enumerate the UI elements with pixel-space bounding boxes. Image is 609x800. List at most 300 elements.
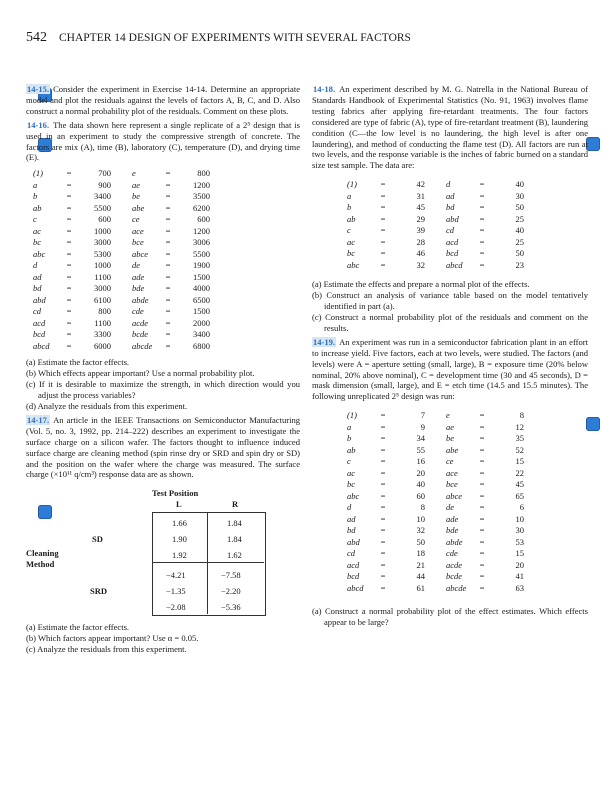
treatment-label: cd — [33, 306, 42, 317]
treatment-label: ce — [446, 456, 454, 467]
response-value: 15 — [515, 456, 524, 467]
response-value: 2000 — [193, 317, 210, 328]
treatment-label: abc — [33, 248, 46, 259]
response-value: 53 — [515, 536, 524, 547]
response-value: 50 — [416, 536, 425, 547]
treatment-label: ac — [347, 467, 356, 478]
response-value: 20 — [416, 467, 425, 478]
treatment-label: be — [132, 191, 141, 202]
response-value: 1500 — [193, 271, 210, 282]
treatment-label: (1) — [347, 179, 357, 190]
table-row — [26, 283, 224, 295]
equals-sign: = — [380, 202, 386, 213]
treatment-label: ae — [446, 421, 455, 432]
parts-14-17: (a) Estimate the factor effects. (b) Which factors appear important? Use α = 0.05. (c) Analyze the residuals from this experiment. — [26, 622, 199, 655]
response-value: 9 — [420, 421, 425, 432]
equals-sign: = — [479, 190, 485, 201]
response-value: 3500 — [193, 191, 210, 202]
equals-sign: = — [66, 248, 72, 259]
response-value: 1900 — [193, 260, 210, 271]
table-row — [340, 491, 538, 503]
treatment-label: (1) — [33, 168, 43, 179]
response-value: 6500 — [193, 294, 210, 305]
note-icon[interactable] — [586, 417, 600, 431]
response-value: 18 — [416, 548, 425, 559]
table-row — [26, 226, 224, 238]
response-value: 23 — [515, 259, 524, 270]
equals-sign: = — [165, 179, 171, 190]
treatment-label: ac — [33, 225, 42, 236]
exercise-number[interactable]: 14-18. — [313, 84, 336, 94]
response-value: 55 — [416, 444, 425, 455]
table-row — [340, 560, 538, 572]
table-row — [26, 249, 224, 261]
equals-sign: = — [479, 421, 485, 432]
equals-sign: = — [380, 410, 386, 421]
equals-sign: = — [66, 317, 72, 328]
table-row — [340, 248, 538, 260]
equals-sign: = — [380, 525, 386, 536]
equals-sign: = — [165, 248, 171, 259]
treatment-label: be — [446, 433, 455, 444]
equals-sign: = — [380, 502, 386, 513]
treatment-label: abcde — [132, 340, 153, 351]
equals-sign: = — [479, 225, 485, 236]
response-value: 800 — [197, 168, 210, 179]
response-value: 44 — [416, 571, 425, 582]
response-value: 41 — [515, 571, 524, 582]
table-row — [340, 456, 538, 468]
table-row — [26, 168, 224, 180]
equals-sign: = — [380, 248, 386, 259]
equals-sign: = — [380, 225, 386, 236]
response-value: 25 — [515, 213, 524, 224]
response-value: 1200 — [193, 179, 210, 190]
response-value: 6000 — [94, 340, 111, 351]
response-value: 40 — [515, 225, 524, 236]
table-row — [340, 410, 538, 422]
treatment-label: ce — [132, 214, 140, 225]
treatment-label: b — [347, 433, 352, 444]
treatment-label: ae — [132, 179, 141, 190]
equals-sign: = — [66, 168, 72, 179]
treatment-label: c — [33, 214, 37, 225]
equals-sign: = — [165, 329, 171, 340]
treatment-label: d — [33, 260, 38, 271]
treatment-label: e — [446, 410, 450, 421]
equals-sign: = — [479, 479, 485, 490]
equals-sign: = — [380, 536, 386, 547]
treatment-label: bd — [347, 525, 356, 536]
exercise-14-16: 14-16. The data shown here represent a single replicate of a 2⁵ design that is used in an experiment to study the compressive strength of concrete. The factors are mix (A), time (B), laboratory (C), temperature (D), and drying time (E). — [26, 119, 300, 163]
treatment-label: abcd — [446, 259, 463, 270]
response-value: 65 — [515, 490, 524, 501]
response-value: 700 — [98, 168, 111, 179]
table-row — [26, 191, 224, 203]
table-row — [340, 179, 538, 191]
response-value: 34 — [416, 433, 425, 444]
treatment-label: ab — [347, 213, 356, 224]
response-value: 21 — [416, 559, 425, 570]
response-value: 3000 — [94, 283, 111, 294]
table-row — [340, 237, 538, 249]
table-row — [340, 191, 538, 203]
equals-sign: = — [165, 340, 171, 351]
table-row — [26, 272, 224, 284]
response-value: 45 — [416, 202, 425, 213]
response-value: 10 — [515, 513, 524, 524]
data-table-14-18 — [340, 179, 538, 271]
equals-sign: = — [479, 202, 485, 213]
equals-sign: = — [165, 168, 171, 179]
equals-sign: = — [380, 444, 386, 455]
treatment-label: abc — [347, 490, 360, 501]
equals-sign: = — [165, 294, 171, 305]
response-value: 29 — [416, 213, 425, 224]
note-icon[interactable] — [586, 137, 600, 151]
response-value: 16 — [416, 456, 425, 467]
parts-14-18: (a) Estimate the effects and prepare a normal plot of the effects. (b) Construct an analysis of variance table based on the model tentatively identified in part (a). (c) Construct a normal probability plot of the residuals and comment on the results. — [312, 279, 588, 333]
treatment-label: d — [446, 179, 451, 190]
response-value: 6100 — [94, 294, 111, 305]
treatment-label: (1) — [347, 410, 357, 421]
equals-sign: = — [479, 444, 485, 455]
treatment-label: bde — [446, 525, 459, 536]
response-value: 8 — [519, 410, 524, 421]
exercise-14-15: 14-15. Consider the experiment in Exercise 14-14. Determine an appropriate model and plot the residuals against the levels of factors A, B, C, and D. Also construct a normal probability plot of the residuals. Comment on these plots. — [26, 84, 300, 116]
parts-14-16: (a) Estimate the factor effects. (b) Which effects appear important? Use a normal probability plot. (c) If it is desirable to maximize the strength, in which direction would you adjust the process variables? (d) Analyze the residuals from this experiment. — [26, 357, 300, 411]
equals-sign: = — [479, 456, 485, 467]
response-value: 1000 — [94, 225, 111, 236]
equals-sign: = — [479, 490, 485, 501]
table-row — [26, 214, 224, 226]
response-value: 40 — [416, 479, 425, 490]
table-row — [340, 514, 538, 526]
equals-sign: = — [380, 490, 386, 501]
table-row — [26, 203, 224, 215]
table-row — [26, 341, 224, 353]
treatment-label: de — [446, 502, 455, 513]
exercise-14-18: 14-18. An experiment described by M. G. Natrella in the National Bureau of Standards Handbook of Experimental Statistics (No. 91, 1963) involves flame testing fabrics after applying fire-retardant treatments. The four factors considered are type of fabric (A), type of fire-retardant treatment (B), laundering condition (C—the low level is no laundering, the high level is after one laundering), and method of conducting the flame test (D). All factors are run at two levels, and the response variable is the inches of fabric burned on a standard size test sample. The data are: — [312, 84, 588, 171]
table-row — [340, 422, 538, 434]
table-row — [340, 583, 538, 595]
exercise-number[interactable]: 14-17. — [27, 414, 50, 425]
data-table-14-19 — [340, 410, 538, 594]
equals-sign: = — [380, 213, 386, 224]
running-header — [26, 30, 411, 46]
equals-sign: = — [165, 306, 171, 317]
equals-sign: = — [380, 582, 386, 593]
treatment-label: bce — [446, 479, 458, 490]
response-value: 6200 — [193, 202, 210, 213]
exercise-number[interactable]: 14-19. — [313, 336, 336, 347]
treatment-label: cde — [446, 548, 458, 559]
response-value: 30 — [515, 525, 524, 536]
equals-sign: = — [380, 190, 386, 201]
equals-sign: = — [380, 559, 386, 570]
table-row — [340, 202, 538, 214]
equals-sign: = — [66, 294, 72, 305]
treatment-label: abc — [347, 259, 360, 270]
treatment-label: bcd — [446, 248, 459, 259]
treatment-label: e — [132, 168, 136, 179]
response-value: 8 — [420, 502, 425, 513]
equals-sign: = — [380, 236, 386, 247]
treatment-label: acd — [446, 236, 459, 247]
response-value: 10 — [416, 513, 425, 524]
equals-sign: = — [165, 225, 171, 236]
equals-sign: = — [380, 513, 386, 524]
equals-sign: = — [479, 259, 485, 270]
equals-sign: = — [165, 271, 171, 282]
response-value: 3400 — [94, 191, 111, 202]
treatment-label: acd — [347, 559, 360, 570]
exercise-number[interactable]: 14-16. — [27, 119, 50, 130]
treatment-label: ace — [132, 225, 144, 236]
treatment-label: bcd — [347, 571, 360, 582]
response-value: 22 — [515, 467, 524, 478]
equals-sign: = — [165, 260, 171, 271]
response-value: 3006 — [193, 237, 210, 248]
equals-sign: = — [479, 513, 485, 524]
test-position-table: Test Position L R SD SRD Cleaning Method 1.66 1.90 1.92 1.84 1.84 1.62 −4.21 −1.35 −2.08 −7.58 −2.20 −5.36 — [26, 488, 300, 616]
treatment-label: d — [347, 502, 352, 513]
equals-sign: = — [165, 237, 171, 248]
equals-sign: = — [479, 433, 485, 444]
table-row — [26, 295, 224, 307]
response-value: 3400 — [193, 329, 210, 340]
table-row — [340, 214, 538, 226]
exercise-number[interactable]: 14-15. — [27, 84, 50, 94]
data-table-14-16 — [26, 168, 224, 352]
table-row — [340, 260, 538, 272]
right-column — [312, 84, 588, 628]
table-row — [26, 306, 224, 318]
response-value: 6 — [519, 502, 524, 513]
parts-14-19: (a) Construct a normal probability plot of the effect estimates. Which effects appear to be large? — [312, 606, 588, 628]
equals-sign: = — [479, 525, 485, 536]
response-value: 6800 — [193, 340, 210, 351]
page-number: 542 — [26, 30, 47, 45]
chapter-title: CHAPTER 14 DESIGN OF EXPERIMENTS WITH SEVERAL FACTORS — [59, 32, 411, 44]
response-value: 42 — [416, 179, 425, 190]
treatment-label: abd — [33, 294, 46, 305]
treatment-label: bd — [446, 202, 455, 213]
equals-sign: = — [380, 259, 386, 270]
treatment-label: ade — [132, 271, 145, 282]
equals-sign: = — [380, 571, 386, 582]
treatment-label: bc — [347, 248, 356, 259]
response-value: 900 — [98, 179, 111, 190]
equals-sign: = — [66, 271, 72, 282]
response-value: 1000 — [94, 260, 111, 271]
response-value: 5500 — [94, 202, 111, 213]
response-value: 50 — [515, 202, 524, 213]
response-value: 63 — [515, 582, 524, 593]
equals-sign: = — [380, 467, 386, 478]
treatment-label: abe — [446, 444, 459, 455]
equals-sign: = — [66, 214, 72, 225]
response-value: 32 — [416, 259, 425, 270]
equals-sign: = — [66, 202, 72, 213]
response-value: 61 — [416, 582, 425, 593]
treatment-label: ade — [446, 513, 459, 524]
treatment-label: abde — [446, 536, 463, 547]
treatment-label: abcde — [446, 582, 467, 593]
equals-sign: = — [66, 191, 72, 202]
treatment-label: ad — [347, 513, 356, 524]
table-row — [340, 225, 538, 237]
response-value: 25 — [515, 236, 524, 247]
treatment-label: abce — [132, 248, 149, 259]
table-row — [340, 537, 538, 549]
table-row — [26, 180, 224, 192]
response-value: 5500 — [193, 248, 210, 259]
equals-sign: = — [380, 479, 386, 490]
treatment-label: abcd — [33, 340, 50, 351]
response-value: 5300 — [94, 248, 111, 259]
equals-sign: = — [66, 179, 72, 190]
equals-sign: = — [479, 502, 485, 513]
response-value: 600 — [197, 214, 210, 225]
response-value: 4000 — [193, 283, 210, 294]
treatment-label: bd — [33, 283, 42, 294]
equals-sign: = — [380, 433, 386, 444]
equals-sign: = — [380, 179, 386, 190]
response-value: 39 — [416, 225, 425, 236]
equals-sign: = — [380, 548, 386, 559]
response-value: 1500 — [193, 306, 210, 317]
treatment-label: a — [33, 179, 38, 190]
treatment-label: cd — [347, 548, 356, 559]
equals-sign: = — [479, 548, 485, 559]
treatment-label: bc — [347, 479, 356, 490]
treatment-label: de — [132, 260, 141, 271]
response-value: 50 — [515, 248, 524, 259]
response-value: 20 — [515, 559, 524, 570]
response-value: 800 — [98, 306, 111, 317]
response-value: 12 — [515, 421, 524, 432]
equals-sign: = — [66, 283, 72, 294]
table-row — [340, 525, 538, 537]
table-row — [340, 445, 538, 457]
equals-sign: = — [479, 213, 485, 224]
treatment-label: ace — [446, 467, 458, 478]
response-value: 32 — [416, 525, 425, 536]
equals-sign: = — [165, 317, 171, 328]
response-value: 15 — [515, 548, 524, 559]
equals-sign: = — [479, 559, 485, 570]
treatment-label: ab — [33, 202, 42, 213]
equals-sign: = — [380, 421, 386, 432]
treatment-label: acde — [132, 317, 149, 328]
response-value: 35 — [515, 433, 524, 444]
response-value: 1100 — [94, 317, 111, 328]
table-row — [26, 260, 224, 272]
treatment-label: c — [347, 456, 351, 467]
treatment-label: bcde — [446, 571, 463, 582]
equals-sign: = — [380, 456, 386, 467]
treatment-label: cde — [132, 306, 144, 317]
response-value: 1100 — [94, 271, 111, 282]
treatment-label: b — [33, 191, 38, 202]
treatment-label: ac — [347, 236, 356, 247]
response-value: 40 — [515, 179, 524, 190]
equals-sign: = — [66, 329, 72, 340]
equals-sign: = — [479, 467, 485, 478]
response-value: 30 — [515, 190, 524, 201]
equals-sign: = — [479, 248, 485, 259]
exercise-14-19: 14-19. An experiment was run in a semiconductor fabrication plant in an effort to increase yield. Five factors, each at two levels, were studied. The factors (and levels) were A = aperture setting (small, large), B = exposure time (20% below nominal, 20% above nominal), C = development time (30 and 45 seconds), D = mask dimension (small, large), and E = etch time (14.5 and 15.5 minutes). The following unreplicated 2⁵ design was run: — [312, 336, 588, 402]
treatment-label: abde — [132, 294, 149, 305]
response-value: 46 — [416, 248, 425, 259]
treatment-label: b — [347, 202, 352, 213]
treatment-label: c — [347, 225, 351, 236]
equals-sign: = — [479, 410, 485, 421]
treatment-label: ab — [347, 444, 356, 455]
treatment-label: bcd — [33, 329, 46, 340]
response-value: 3000 — [94, 237, 111, 248]
treatment-label: bde — [132, 283, 145, 294]
treatment-label: bce — [132, 237, 144, 248]
response-value: 31 — [416, 190, 425, 201]
table-row — [26, 237, 224, 249]
exercise-14-17: 14-17. An article in the IEEE Transactions on Semiconductor Manufacturing (Vol. 5, no. 3, 1992, pp. 214–222) describes an experiment to investigate the surface charge on a silicon wafer. The factors thought to influence induced surface charge are cleaning method (spin rinse dry or SRD and spin dry or SD) and the position on the wafer where the charge was measured. The surface charge (×10¹¹ q/cm³) response data are as shown. — [26, 414, 300, 480]
response-value: 52 — [515, 444, 524, 455]
treatment-label: abce — [446, 490, 463, 501]
equals-sign: = — [66, 237, 72, 248]
treatment-label: abd — [347, 536, 360, 547]
equals-sign: = — [66, 225, 72, 236]
equals-sign: = — [66, 340, 72, 351]
left-column — [26, 84, 300, 655]
response-value: 7 — [420, 410, 425, 421]
equals-sign: = — [479, 179, 485, 190]
table-row — [26, 329, 224, 341]
treatment-label: bc — [33, 237, 42, 248]
equals-sign: = — [479, 536, 485, 547]
treatment-label: abcd — [347, 582, 364, 593]
table-row — [340, 502, 538, 514]
equals-sign: = — [165, 202, 171, 213]
response-value: 600 — [98, 214, 111, 225]
equals-sign: = — [479, 236, 485, 247]
treatment-label: a — [347, 421, 352, 432]
equals-sign: = — [165, 214, 171, 225]
table-row — [340, 433, 538, 445]
response-value: 60 — [416, 490, 425, 501]
equals-sign: = — [165, 283, 171, 294]
treatment-label: abd — [446, 213, 459, 224]
treatment-label: abe — [132, 202, 145, 213]
treatment-label: acde — [446, 559, 463, 570]
equals-sign: = — [479, 571, 485, 582]
table-row — [340, 468, 538, 480]
treatment-label: bcde — [132, 329, 149, 340]
treatment-label: cd — [446, 225, 455, 236]
equals-sign: = — [66, 260, 72, 271]
equals-sign: = — [165, 191, 171, 202]
table-row — [340, 571, 538, 583]
table-row — [26, 318, 224, 330]
table-row — [340, 479, 538, 491]
treatment-label: ad — [446, 190, 455, 201]
equals-sign: = — [479, 582, 485, 593]
response-value: 1200 — [193, 225, 210, 236]
response-value: 45 — [515, 479, 524, 490]
response-value: 3300 — [94, 329, 111, 340]
treatment-label: acd — [33, 317, 46, 328]
